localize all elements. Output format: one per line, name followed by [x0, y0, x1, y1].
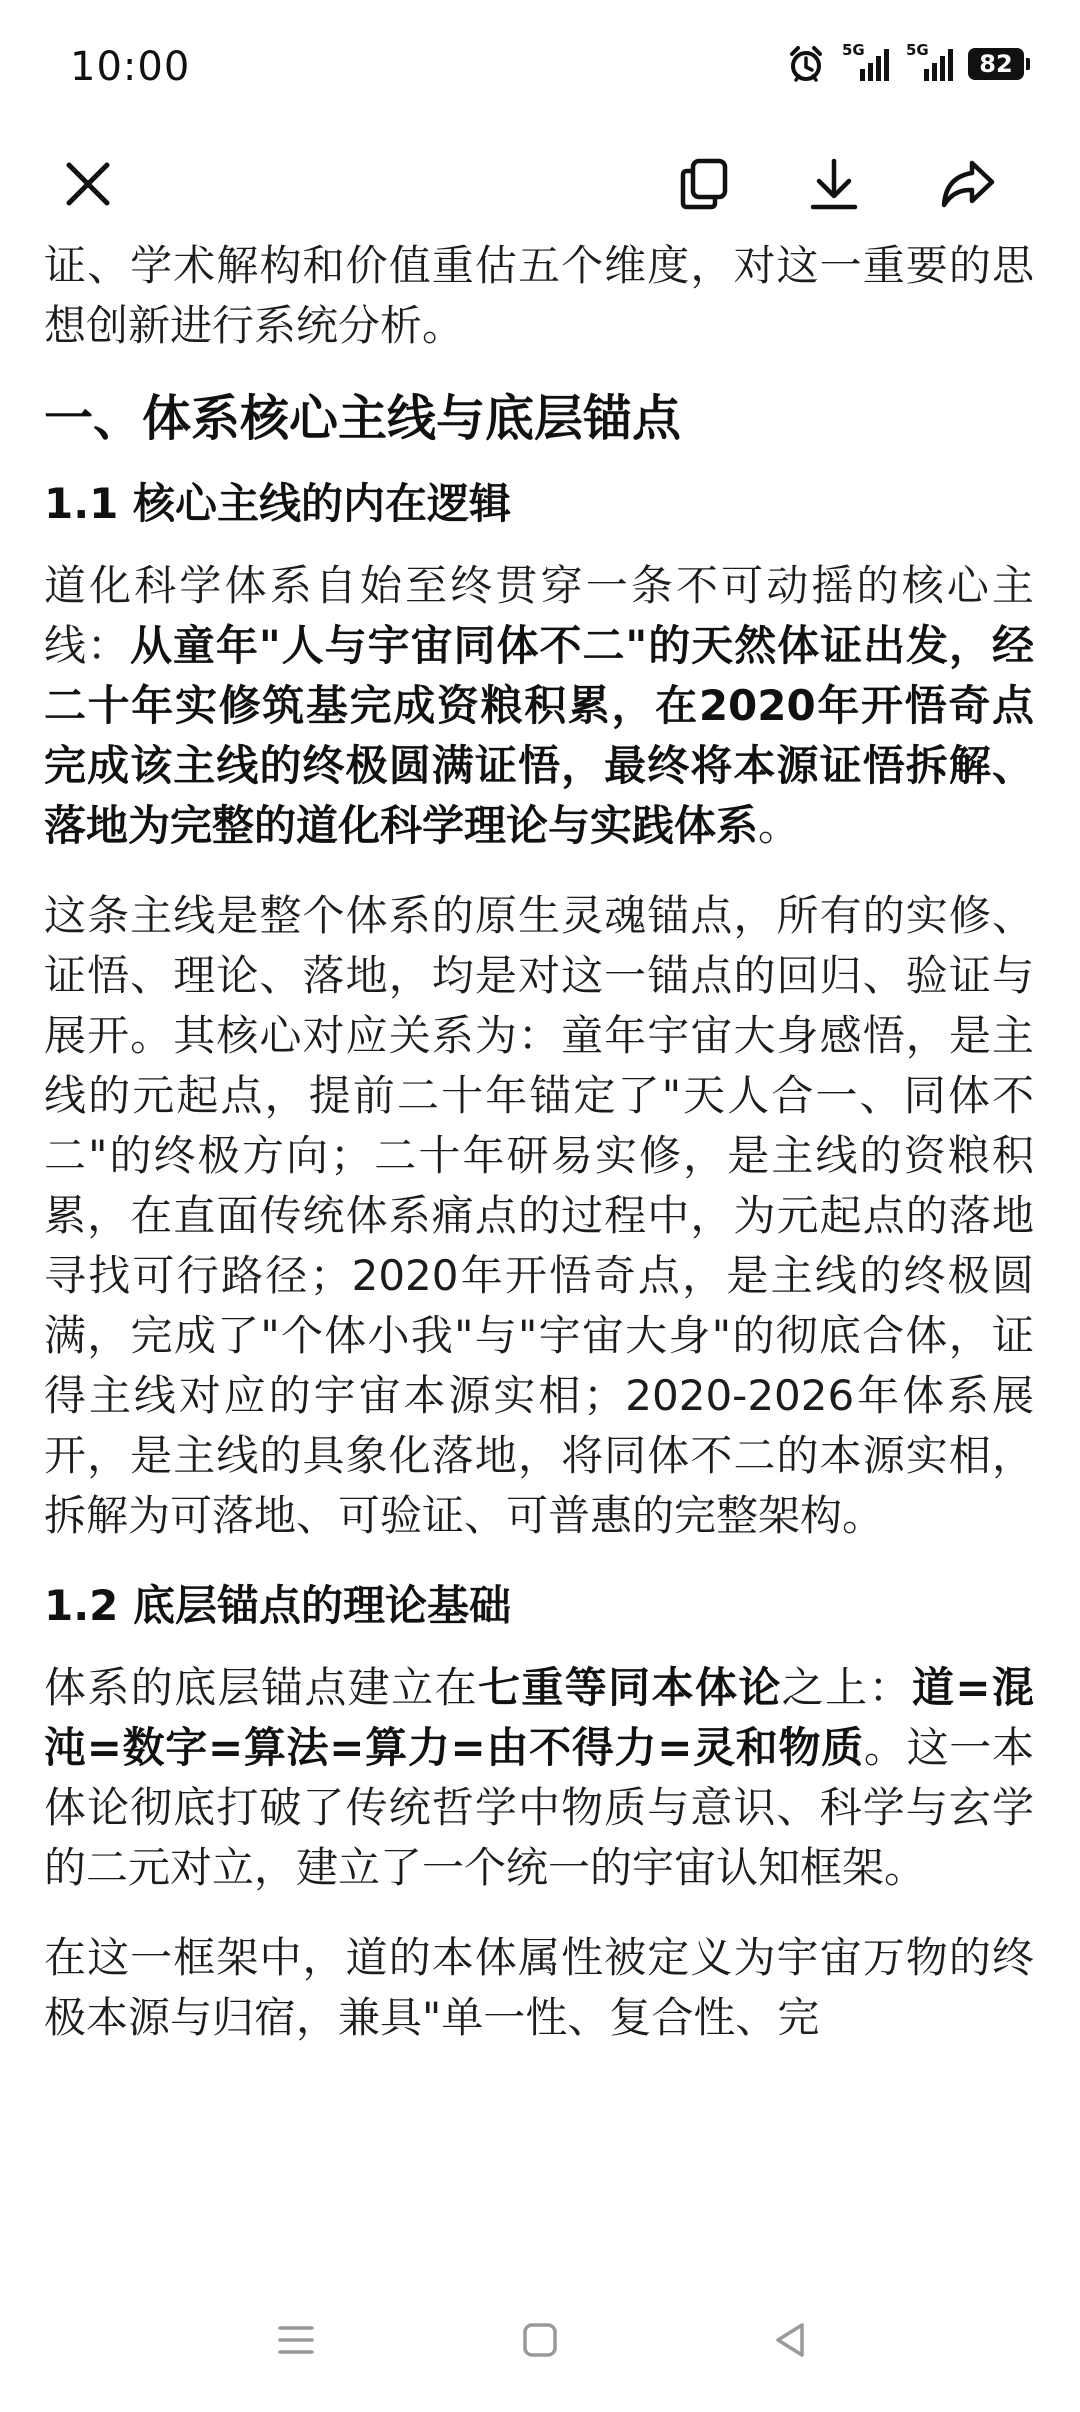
status-bar — [0, 0, 1080, 130]
article-content — [44, 236, 1034, 2226]
copy-button[interactable] — [666, 148, 742, 224]
download-icon — [805, 155, 863, 217]
subsection-heading-1-2: 1.2 底层锚点的理论基础 — [44, 1581, 512, 1630]
close-icon — [61, 157, 115, 215]
signal-5g-icon — [840, 41, 890, 83]
text-normal: 之上： — [781, 1663, 912, 1712]
recent-apps-button[interactable] — [266, 2312, 326, 2372]
copy-icon — [675, 155, 733, 217]
text-normal: 道化科学体系自始至终贯穿一条不可动摇的核心主线： — [44, 561, 1034, 670]
alarm-icon — [786, 44, 826, 84]
text-normal: 体系的底层锚点建立在 — [44, 1663, 478, 1712]
top-toolbar — [0, 130, 1080, 240]
status-icons — [786, 41, 1030, 84]
back-icon — [770, 2320, 810, 2364]
text-bold: 七重等同本体论 — [477, 1663, 782, 1712]
paragraph-mainline-detail: 这条主线是整个体系的原生灵魂锚点，所有的实修、证悟、理论、落地，均是对这一锚点的回归、验证与展开。其核心对应关系为：童年宇宙大身感悟，是主线的元起点，提前二十年锚定了"天人合一、同体不二"的终极方向；二十年研易实修，是主线的资粮积累，在直面传统体系痛点的过程中，为元起点的落地寻找可行路径；2020年开悟奇点，是主线的终极圆满，完成了"个体小我"与"宇宙大身"的彻底合体，证得主线对应的宇宙本源实相；2020-2026年体系展开，是主线的具象化落地，将同体不二的本源实相，拆解为可落地、可验证、可普惠的完整架构。 — [44, 891, 1034, 1540]
paragraph-core-mainline — [44, 556, 1034, 856]
text-normal: 。这一本体论彻底打破了传统哲学中物质与意识、科学与玄学的二元对立，建立了一个统一的宇宙认知框架。 — [44, 1723, 1034, 1892]
status-time: 10:00 — [70, 44, 191, 90]
battery-tip — [1026, 58, 1030, 70]
battery-level: 82 — [968, 48, 1024, 80]
home-button[interactable] — [510, 2312, 570, 2372]
back-button[interactable] — [760, 2312, 820, 2372]
section-heading: 一、体系核心主线与底层锚点 — [44, 390, 682, 447]
signal-label: 5G — [842, 41, 865, 59]
subsection-heading-1-1: 1.1 核心主线的内在逻辑 — [44, 479, 512, 528]
signal-5g-icon-2 — [904, 41, 954, 83]
menu-icon — [276, 2322, 316, 2362]
close-button[interactable] — [50, 148, 126, 224]
battery-icon — [968, 48, 1030, 80]
content-fade — [44, 2156, 1034, 2226]
paragraph-framework: 在这一框架中，道的本体属性被定义为宇宙万物的终极本源与归宿，兼具"单一性、复合性、完 — [44, 1933, 1034, 2042]
paragraph-ontology — [44, 1658, 1034, 1898]
share-icon — [938, 155, 998, 217]
signal-label-2: 5G — [906, 41, 929, 59]
download-button[interactable] — [796, 148, 872, 224]
text-bold: 道=混沌=数字=算法=算力=由不得力=灵和物质 — [44, 1663, 1034, 1772]
text-punct: 。 — [758, 801, 801, 850]
share-button[interactable] — [930, 148, 1006, 224]
navigation-bar — [0, 2260, 1080, 2412]
home-icon — [520, 2320, 560, 2364]
text-bold: 从童年"人与宇宙同体不二"的天然体证出发，经二十年实修筑基完成资粮积累，在2020年开悟奇点完成该主线的终极圆满证悟，最终将本源证悟拆解、落地为完整的道化科学理论与实践体系 — [44, 621, 1034, 850]
intro-paragraph: 证、学术解构和价值重估五个维度，对这一重要的思想创新进行系统分析。 — [44, 241, 1034, 350]
